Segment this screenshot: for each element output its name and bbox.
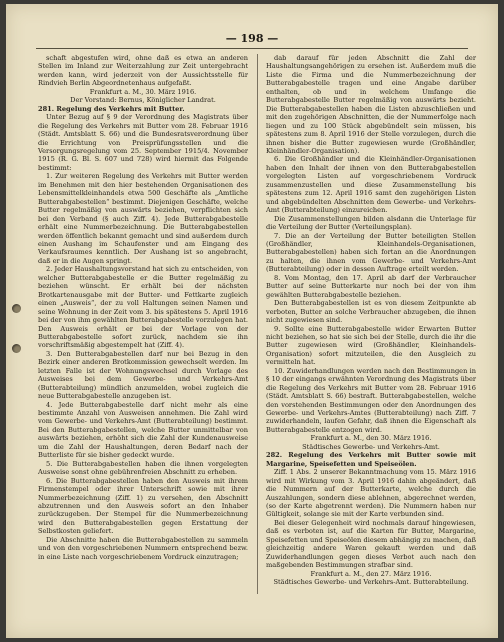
signature-line: Der Vorstand: Bernus, Königlicher Landrat. (70, 96, 216, 105)
paragraph: 3. Den Butterabgabestellen darf nur bei Bezug in den Bezirk einer anderen Brotkommission gewechselt werden. Im letzten Falle ist der Wohnungswechsel durch Vorlage des Ausweises bei dem Gewerbe- und Verkehrs-Amt (Butterabteilung) mündlich anzumelden, wobei zugleich die neue Butterabgabestelle anzugeben ist. (38, 349, 248, 401)
paragraph: 10. Zuwiderhandlungen werden nach den Bestimmungen in § 10 der eingangs erwähnten Verordnung des Magistrats über die Regelung des Verkehrs mit Butter vom 28. Februar 1916 (Städt. Amtsblatt S. 66) bestraft. Butterabgabestellen, welche den vorstehenden Bestimmungen oder den Anordnungen des Gewerbe- und Verkehrs-Amtes (Butterabteilung) nach Ziff. 7 zuwiderhandeln, laufen Gefahr, daß ihnen die Eigenschaft als Butterabgabestelle entzogen wird. (266, 366, 476, 434)
paragraph: 1. Zur weiteren Regelung des Verkehrs mit Butter werden im Benehmen mit den hier bestehenden Organisationen des Lebensmittelkleinhandels etwa 500 Geschäfte als „Amtliche Butterabgabestellen“ bestimmt. Diejenigen Geschäfte, welche Butter regelmäßig von auswärts beziehen, verpflichten sich bei den Verband (§ auch Ziff. 4). Jede Butterabgabestelle erhält eine Nummerbezeichnung. Die Butterabgabestellen werden öffentlich bekannt gemacht und sind außerdem durch einen Aushang im Schaufenster und am Eingang des Verkaufsraumes kenntlich. Der Aushang ist so angebracht, daß er in die Augen springt. (38, 172, 248, 265)
paragraph: 6. Die Großhändler und die Kleinhändler-Organisationen haben den Inhalt der ihnen von den Butterabgabestellen vorgelegten Listen auf vorgeschriebenem Vordruck zusammenzustellen und diese Zusammenstellung bis spätestens zum 12. April 1916 samt den zugehörigen Listen und abgebündelten Abschnitten dem Gewerbe- und Verkehrs-Amt (Butterabteilung) einzureichen. (266, 155, 476, 215)
paragraph: 4. Jede Butterabgabestelle darf nicht mehr als eine bestimmte Anzahl von Ausweisen annehmen. Die Zahl wird vom Gewerbe- und Verkehrs-Amt (Butterabteilung) bestimmt. Bei den Butterabgabestellen, welche Butter unmittelbar von auswärts beziehen, erhöht sich die Zahl der Kundenausweise um die Zahl der Haushaltungen, deren Bedarf nach der Butterliste für sie bisher gedeckt wurde. (38, 400, 248, 460)
paragraph: 8. Vom Montag, den 17. April ab darf der Verbraucher Butter auf seine Butterkarte nur noch bei der von ihm gewählten Butterabgabestelle beziehen. (266, 273, 476, 299)
signature-line: Frankfurt a. M., 30. März 1916. (89, 87, 197, 96)
left-column (38, 54, 248, 561)
paragraph: 6. Die Butterabgabestellen haben den Ausweis mit ihrem Firmenstempel oder ihrer Unterschrift sowie mit ihrer Nummerbezeichnung (Ziff. 1) zu versehen, den Abschnitt abzutrennen und den Ausweis sofort an den Inhaber zurückzugeben. Der Stempel für die Nummerbezeichnung wird den Butterabgabestellen gegen Erstattung der Selbstkosten geliefert. (38, 476, 248, 536)
section-heading: 281. Regelung des Verkehrs mit Butter. (38, 104, 185, 113)
page-number: — 198 — (225, 32, 279, 45)
paragraph: Ziff. 1 Abs. 2 unserer Bekanntmachung vom 15. März 1916 wird mit Wirkung vom 3. April 1916 dahin abgeändert, daß die Nummern auf der Butterkarte, welche durch die Auszahlungen, sondern diese ablehnen, abgerechnet werden, (so der Karte abgetrennt werden). Die Nummern haben nur Gültigkeit, solange sie mit der Karte verbunden sind. (266, 468, 476, 519)
header-rule (36, 48, 468, 49)
punch-hole (12, 344, 21, 353)
paragraph: dab darauf für jeden Abschnitt die Zahl der Haushaltungsangehörigen zu ersehen ist. Außerdem muß die Liste die Firma und die Nummerbezeichnung der Butterabgabestelle tragen und eine Angabe darüber enthalten, ob und in welchem Umfange die Butterabgabestelle Butter regelmäßig von auswärts bezieht. Die Butterabgabestellen haben die Listen abzuschließen und mit den zugehörigen Abschnitten, die der Nummerfolge nach liegen und zu 100 Stück abgebündelt sein müssen, bis spätestens zum 8. April 1916 der Stelle vorzulegen, durch die ihnen bisher die Butter zugewiesen wurde (Großhändler, Kleinhändler-Organisation). (266, 54, 476, 155)
paragraph: Unter Bezug auf § 9 der Verordnung des Magistrats über die Regelung des Verkehrs mit Butter vom 28. Februar 1916 (Städt. Amtsblatt S. 66) und die Bundesratsverordnung über die Errichtung von Preisprüfungsstellen und die Versorgungsregelung vom 25. September 1915/4. November 1915 (R. G. Bl. S. 607 und 728) wird hiermit das Folgende bestimmt: (38, 113, 248, 172)
paragraph: 5. Die Butterabgabestellen haben die ihnen vorgelegten Ausweise sonst ohne gebührenfreien Abschnitt zu erheben. (38, 459, 248, 477)
paragraph: 9. Sollte eine Butterabgabestelle wider Erwarten Butter nicht beziehen, so hat sie sich bei der Stelle, durch die ihr die Butter zugewiesen wird (Großhändler, Kleinhandels-Organisation) sofort mitzuteilen, die den Ausgleich zu vermitteln hat. (266, 324, 476, 367)
punch-hole (12, 304, 21, 313)
paragraph: Bei dieser Gelegenheit wird nochmals darauf hingewiesen, daß es verboten ist, auf die Karten für Butter, Margarine, Speisefetten und Speiseölen diesem abhängig zu machen, daß gleichzeitig andere Waren gekauft werden und daß Zuwiderhandlungen gegen dieses Verbot auch nach den maßgebenden Bestimmungen strafbar sind. (266, 518, 476, 570)
paragraph: 7. Die an der Verteilung der Butter beteiligten Stellen (Großhändler, Kleinhandels-Organisationen, Butterabgabestellen) haben sich fortan an die Anordnungen zu halten, die ihnen vom Gewerbe- und Verkehrs-Amt (Butterabteilung) oder in dessen Auftrage erteilt werden. (266, 231, 476, 274)
column-divider (257, 54, 258, 594)
paragraph: Den Butterabgabestellen ist es von diesem Zeitpunkte ab verboten, Butter an solche Verbraucher abzugeben, die ihnen nicht zugewiesen sind. (266, 299, 476, 325)
section-heading: 282. Regelung des Verkehrs mit Butter sowie mit Margarine, Speisefetten und Speiseölen. (266, 451, 476, 468)
paragraph: 2. Jeder Haushaltungsvorstand hat sich zu entscheiden, von welcher Butterabgabestelle er die Butter regelmäßig zu beziehen wünscht. Er erhält bei der nächsten Brotkartenausgabe mit der Butter- und Fettkarte zugleich einen „Ausweis“, der zu voll Haltungen seinen Namen und seine Wohnung in der Zeit vom 3. bis spätestens 5. April 1916 bei der von ihm gewählten Butterabgabestelle vorzulegen hat. Den Ausweis erhält er bei der Vorlage von der Butterabgabestelle sofort zurück, nachdem sie ihn vorschriftsmäßig abgestempelt hat (Ziff. 4). (38, 265, 248, 350)
signature-line: Städtisches Gewerbe- und Verkehrs-Amt. Butterabteilung. (273, 578, 469, 587)
signature-line: Frankfurt a. M., den 27. März 1916. (310, 569, 432, 578)
signature-line: Frankfurt a. M., den 30. März 1916. (310, 434, 432, 443)
scanned-page (6, 4, 498, 638)
right-column (266, 54, 476, 587)
paragraph: Die Abschnitte haben die Butterabgabestellen zu sammeln und von den vorgeschriebenen Nummern entsprechend bezw. in eine Liste nach vorgeschriebenem Vordruck einzutragen; (38, 535, 248, 561)
paragraph: Die Zusammenstellungen bilden alsdann die Unterlage für die Verteilung der Butter (Verteilungsplan). (266, 214, 476, 232)
signature-line: Städtisches Gewerbe- und Verkehrs-Amt. (302, 442, 440, 451)
paragraph: schaft abgestufen wird, ohne daß es etwa an anderen Stellen im Inland zur Weiterzahlung zur Zeit untergebracht werden kann, wird jederzeit von der Aussichtsstelle für Rindvieh Berlin Abgeordnetenhaus aufgefaßt. (38, 54, 248, 88)
